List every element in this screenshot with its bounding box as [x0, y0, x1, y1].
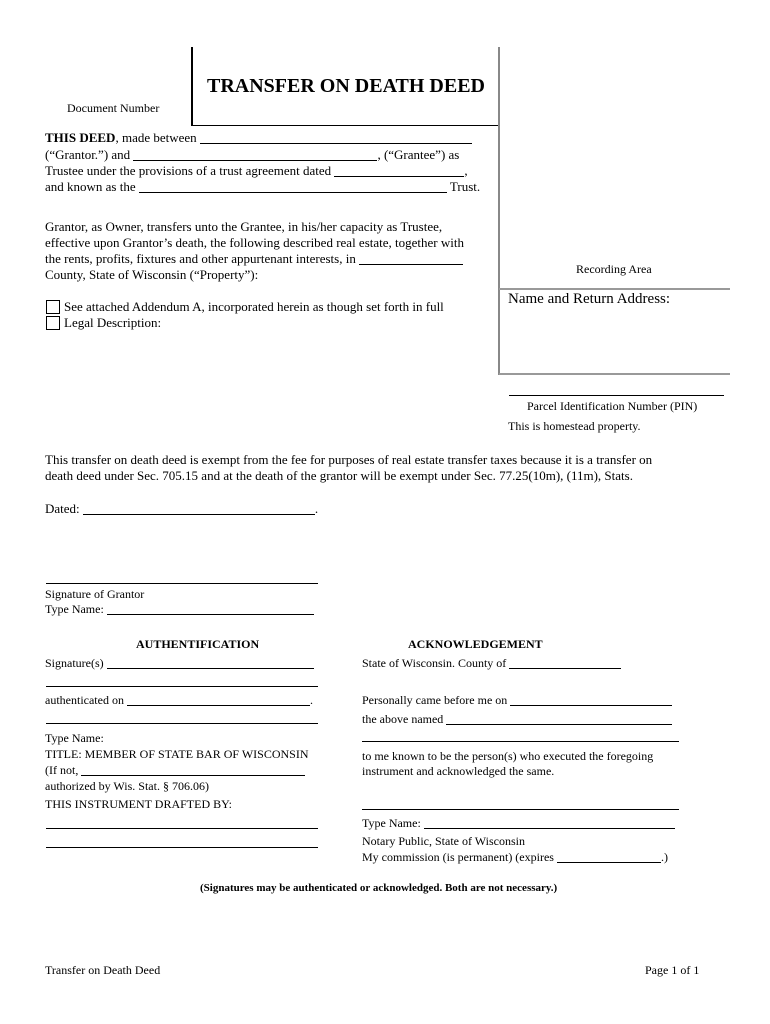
above-named-label: the above named	[362, 712, 444, 726]
state-county-label: State of Wisconsin. County of	[362, 656, 507, 670]
exemption-line-1: This transfer on death deed is exempt from the fee for purposes of real estate transfer taxes because it is a transfer on	[45, 452, 653, 467]
commission-close: .)	[660, 850, 668, 864]
comma: ,	[464, 163, 468, 178]
known-line-2: instrument and acknowledged the same.	[362, 764, 555, 778]
drafted-by-label: THIS INSTRUMENT DRAFTED BY:	[45, 797, 233, 811]
exemption-line-2: death deed under Sec. 705.15 and at the death of the grantor will be exempt under Sec. 77.25(10m), (11m), Stats.	[45, 468, 633, 483]
notary-type-name-label: Type Name:	[362, 816, 421, 830]
recording-area-bottom	[499, 373, 730, 375]
auth-line-3[interactable]	[46, 723, 318, 724]
recording-area-label: Recording Area	[576, 262, 652, 276]
parties-line-4	[45, 179, 480, 195]
page-number: Page 1 of 1	[645, 963, 700, 977]
parties-line-3	[45, 163, 468, 179]
document-title: TRANSFER ON DEATH DEED	[207, 75, 485, 97]
signatures-footnote: (Signatures may be authenticated or acknowledged. Both are not necessary.)	[200, 882, 558, 894]
above-named-field[interactable]	[446, 712, 672, 725]
conveyance-line-4: County, State of Wisconsin (“Property”):	[45, 267, 259, 282]
commission-label: My commission (is permanent) (expires	[362, 850, 554, 864]
homestead-text: This is homestead property.	[508, 419, 641, 433]
known-line-1: to me known to be the person(s) who executed the foregoing	[362, 749, 654, 763]
notary-public-label: Notary Public, State of Wisconsin	[362, 834, 525, 848]
recording-area-divider	[498, 47, 500, 375]
above-named-field-2[interactable]	[362, 741, 679, 742]
conveyance-line-2: effective upon Grantor’s death, the following described real estate, together with	[45, 235, 464, 250]
authenticated-on-label: authenticated on	[45, 693, 124, 707]
grantee-as-label: , (“Grantee”) as	[377, 147, 460, 162]
county-field[interactable]	[359, 252, 463, 265]
notary-type-name-row	[362, 816, 675, 831]
grantee-name-field[interactable]	[133, 148, 377, 161]
drafted-by-field-2[interactable]	[46, 847, 318, 848]
dated-label: Dated:	[45, 501, 80, 516]
notary-signature-field[interactable]	[362, 809, 679, 810]
pin-field[interactable]	[509, 395, 724, 396]
auth-signature-line-2[interactable]	[46, 686, 318, 687]
drafted-by-field-1[interactable]	[46, 828, 318, 829]
conveyance-line-1: Grantor, as Owner, transfers unto the Grantee, in his/her capacity as Trustee,	[45, 219, 443, 234]
authorized-label: authorized by Wis. Stat. § 706.06)	[45, 779, 209, 793]
personally-came-label: Personally came before me on	[362, 693, 508, 707]
auth-type-name-label: Type Name:	[45, 731, 104, 745]
auth-title-label: TITLE: MEMBER OF STATE BAR OF WISCONSIN	[45, 747, 309, 761]
grantor-signature-label: Signature of Grantor	[45, 587, 145, 601]
dated-period: .	[314, 501, 319, 516]
personally-came-field[interactable]	[510, 693, 672, 706]
known-as-label: and known as the	[45, 179, 136, 194]
authentication-heading: AUTHENTIFICATION	[136, 637, 260, 651]
this-deed-label: THIS DEED	[45, 130, 116, 145]
dated-field[interactable]	[83, 502, 315, 515]
parties-line-1	[45, 130, 472, 146]
document-number-label: Document Number	[67, 101, 160, 115]
dated-row	[45, 501, 318, 517]
legal-description-label: Legal Description:	[64, 315, 162, 330]
authenticated-on-row	[45, 693, 313, 708]
grantor-and-label: (“Grantor.”) and	[45, 147, 131, 162]
if-not-row	[45, 763, 305, 778]
header-rule	[192, 125, 498, 126]
if-not-field[interactable]	[81, 763, 305, 776]
auth-signatures-field[interactable]	[107, 656, 314, 669]
made-between-label: , made between	[115, 130, 197, 145]
grantor-type-name-field[interactable]	[107, 602, 314, 615]
header-divider-left	[191, 47, 193, 126]
auth-signatures-label: Signature(s)	[45, 656, 104, 670]
notary-type-name-field[interactable]	[424, 816, 675, 829]
parties-line-2	[45, 147, 459, 163]
conveyance-line-3-text: the rents, profits, fixtures and other appurtenant interests, in	[45, 251, 356, 266]
ack-county-field[interactable]	[509, 656, 621, 669]
trust-label: Trust.	[449, 179, 481, 194]
addendum-checkbox[interactable]	[46, 300, 60, 314]
grantor-type-name-row	[45, 602, 314, 617]
name-return-address-label: Name and Return Address:	[508, 291, 671, 307]
grantor-name-field[interactable]	[200, 131, 472, 144]
pin-label: Parcel Identification Number (PIN)	[527, 399, 698, 413]
state-county-row	[362, 656, 621, 671]
above-named-row	[362, 712, 672, 727]
recording-area-rule	[499, 288, 730, 290]
addendum-label: See attached Addendum A, incorporated herein as though set forth in full	[64, 299, 444, 314]
legal-description-checkbox[interactable]	[46, 316, 60, 330]
commission-row	[362, 850, 668, 865]
grantor-type-name-label: Type Name:	[45, 602, 104, 616]
commission-expires-field[interactable]	[557, 850, 661, 863]
trust-name-field[interactable]	[139, 180, 447, 193]
acknowledgement-heading: ACKNOWLEDGEMENT	[408, 637, 543, 651]
trust-date-field[interactable]	[334, 164, 464, 177]
footer-title: Transfer on Death Deed	[45, 963, 161, 977]
authenticated-on-field[interactable]	[127, 693, 310, 706]
trustee-label: Trustee under the provisions of a trust agreement dated	[45, 163, 332, 178]
authenticated-on-period: .	[309, 693, 313, 707]
auth-signatures-row	[45, 656, 314, 671]
conveyance-line-3	[45, 251, 463, 267]
if-not-label: (If not,	[45, 763, 79, 777]
personally-came-row	[362, 693, 672, 708]
grantor-signature-field[interactable]	[46, 583, 318, 584]
